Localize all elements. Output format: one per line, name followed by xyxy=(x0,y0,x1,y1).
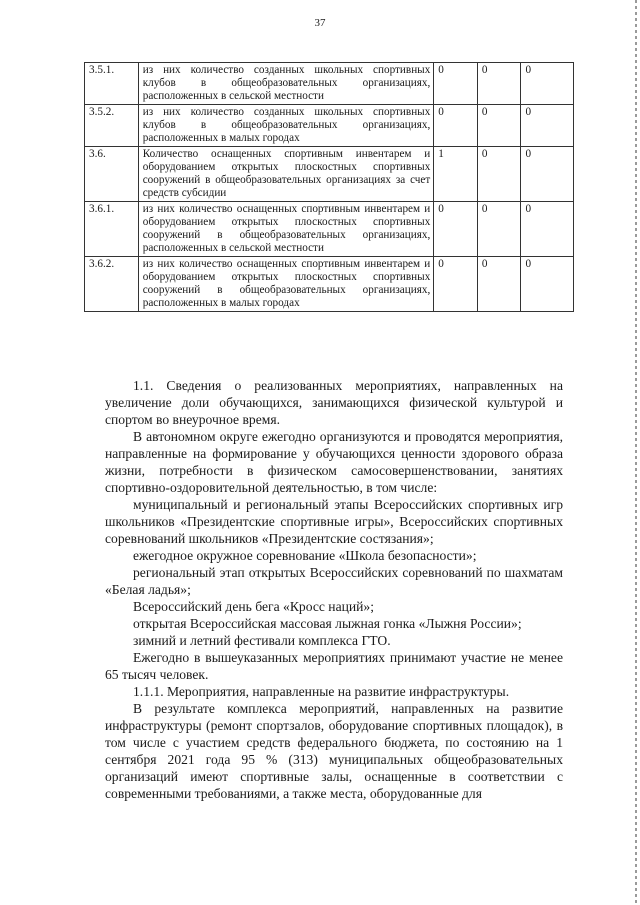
table-cell-desc: из них количество оснащенных спортивным инвентарем и оборудованием открытых плоскостных спортивных сооружений в общеобразовательных организациях, расположенных в малых городах xyxy=(138,257,434,312)
table-row xyxy=(85,147,574,202)
table-cell-desc: из них количество созданных школьных спортивных клубов в общеобразовательных организациях, расположенных в малых городах xyxy=(138,105,434,147)
table-cell-v1: 0 xyxy=(434,105,478,147)
body-text xyxy=(105,377,563,802)
list-item-presidential-games: муниципальный и региональный этапы Всероссийских спортивных игр школьников «Президентские спортивные игры», Всероссийских спортивных соревнований школьников «Президентские состязания»; xyxy=(105,497,563,546)
table-cell-v1: 1 xyxy=(434,147,478,202)
list-item-cross-of-nations: Всероссийский день бега «Кросс наций»; xyxy=(133,599,375,614)
table-cell-desc: Количество оснащенных спортивным инвентарем и оборудованием открытых плоскостных спортивных сооружений в общеобразовательных организациях за счет средств субсидии xyxy=(138,147,434,202)
table-cell-desc: из них количество созданных школьных спортивных клубов в общеобразовательных организациях, расположенных в сельской местности xyxy=(138,63,434,105)
table-cell-num: 3.6.1. xyxy=(85,202,139,257)
list-item-safety-school: ежегодное окружное соревнование «Школа безопасности»; xyxy=(133,548,477,563)
table-row xyxy=(85,105,574,147)
table-cell-v3: 0 xyxy=(521,147,574,202)
table-cell-num: 3.6.2. xyxy=(85,257,139,312)
list-item-ski-track-of-russia: открытая Всероссийская массовая лыжная гонка «Лыжня России»; xyxy=(133,616,522,631)
scan-edge-marks xyxy=(635,0,637,905)
table-cell-v3: 0 xyxy=(521,257,574,312)
table-cell-v1: 0 xyxy=(434,257,478,312)
table-cell-desc: из них количество оснащенных спортивным инвентарем и оборудованием открытых плоскостных спортивных сооружений в общеобразовательных организациях, расположенных в сельской местности xyxy=(138,202,434,257)
table-cell-v2: 0 xyxy=(477,257,521,312)
table-cell-v1: 0 xyxy=(434,63,478,105)
paragraph-participants: Ежегодно в вышеуказанных мероприятиях принимают участие не менее 65 тысяч человек. xyxy=(105,650,563,682)
paragraph-section-1-1: 1.1. Сведения о реализованных мероприятиях, направленных на увеличение доли обучающихся, занимающихся физической культурой и спортом во внеурочное время. xyxy=(105,378,563,427)
paragraph-infrastructure: В результате комплекса мероприятий, направленных на развитие инфраструктуры (ремонт спортзалов, оборудование спортивных площадок), в том числе с участием средств федерального бюджета, по состоянию на 1 сентября 2021 года 95 % (313) муниципальных общеобразовательных организаций имеют спортивные залы, оснащенные в соответствии с современными требованиями, а также места, оборудованные для xyxy=(105,701,563,801)
table-cell-v3: 0 xyxy=(521,105,574,147)
table-cell-v2: 0 xyxy=(477,147,521,202)
indicators-table xyxy=(84,62,574,312)
table-row xyxy=(85,63,574,105)
page-number: 37 xyxy=(314,17,326,29)
table-cell-v1: 0 xyxy=(434,202,478,257)
table-cell-v2: 0 xyxy=(477,105,521,147)
paragraph-section-1-1-1: 1.1.1. Мероприятия, направленные на развитие инфраструктуры. xyxy=(133,684,510,699)
table-cell-v2: 0 xyxy=(477,202,521,257)
table-cell-v3: 0 xyxy=(521,202,574,257)
table-cell-num: 3.5.1. xyxy=(85,63,139,105)
table-cell-v2: 0 xyxy=(477,63,521,105)
list-item-white-rook: региональный этап открытых Всероссийских соревнований по шахматам «Белая ладья»; xyxy=(105,565,563,597)
table-cell-v3: 0 xyxy=(521,63,574,105)
paragraph-events-intro: В автономном округе ежегодно организуются и проводятся мероприятия, направленные на формирование у обучающихся ценности здорового образа жизни, потребности в физическом самосовершенствовании, занятиях спортивно-оздоровительной деятельностью, в том числе: xyxy=(105,429,563,495)
table-row xyxy=(85,257,574,312)
table-cell-num: 3.5.2. xyxy=(85,105,139,147)
table-row xyxy=(85,202,574,257)
list-item-gto-festivals: зимний и летний фестивали комплекса ГТО. xyxy=(133,633,391,648)
table-cell-num: 3.6. xyxy=(85,147,139,202)
